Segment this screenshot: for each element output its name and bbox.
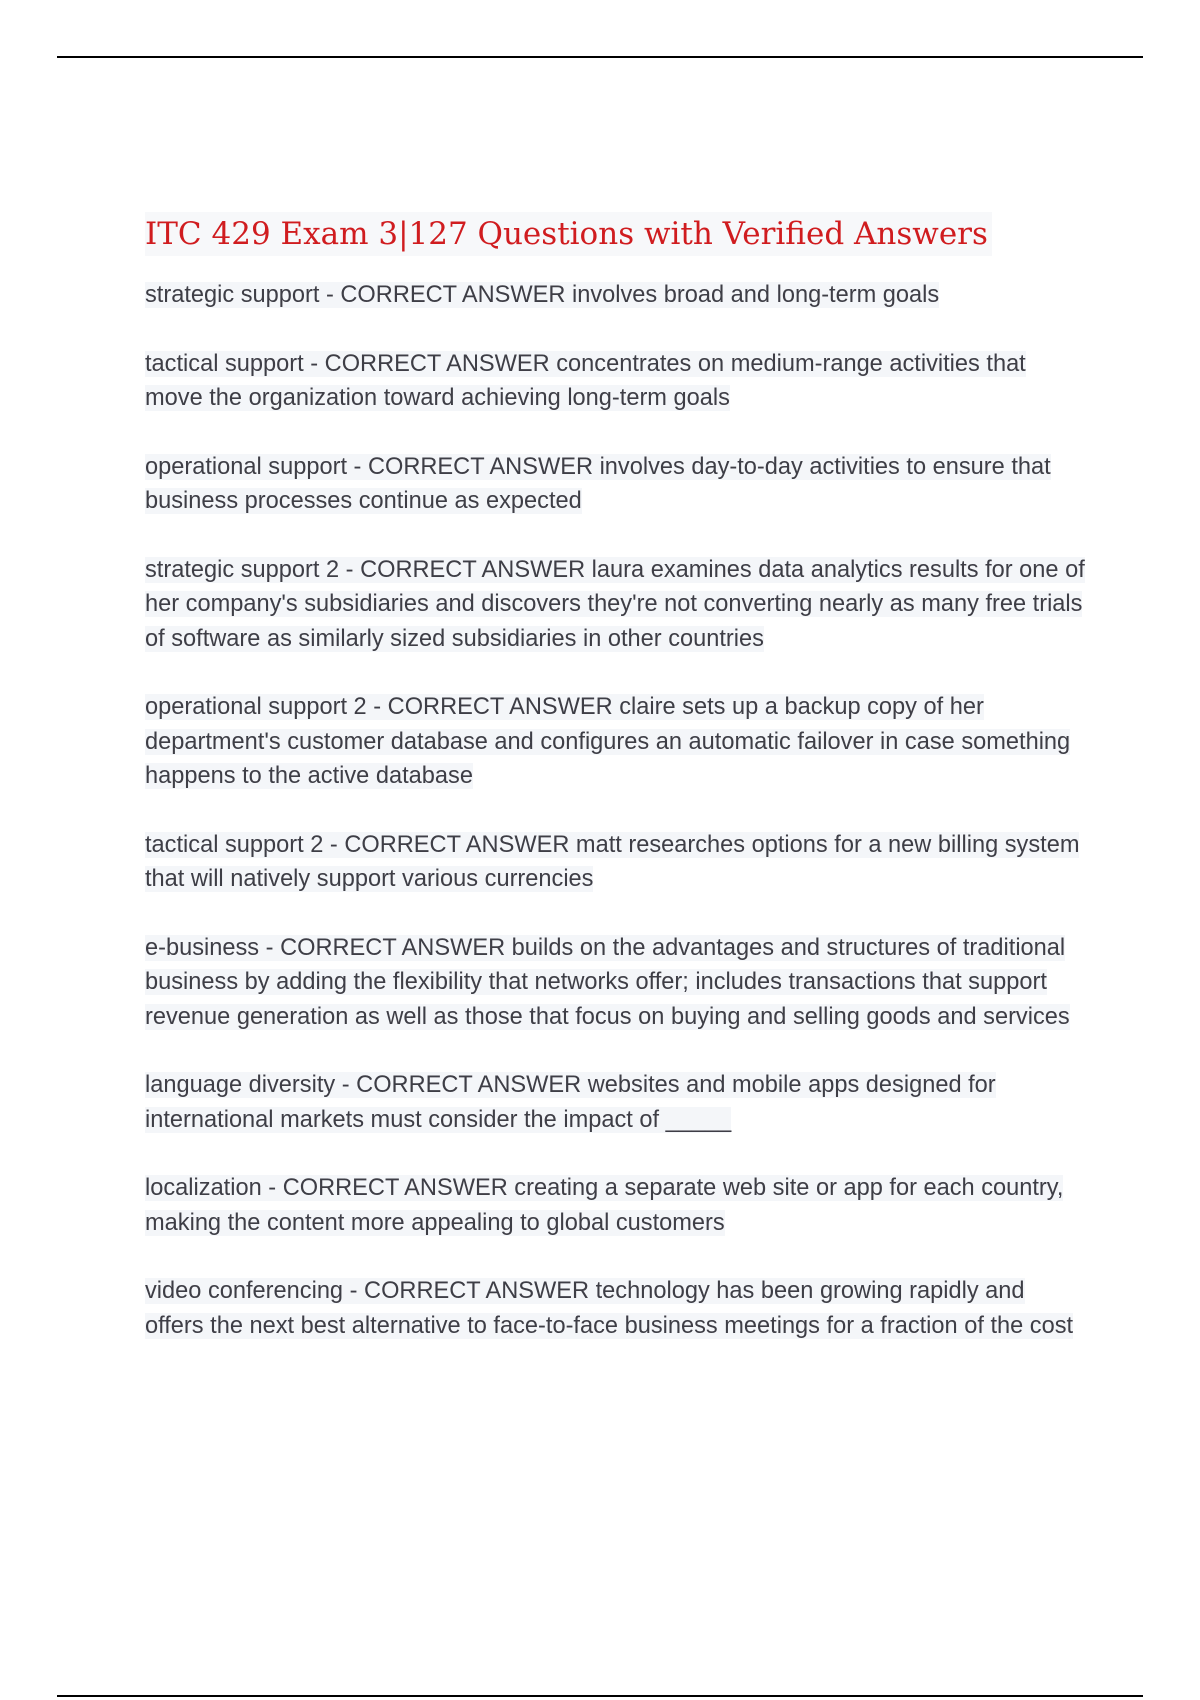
qa-answer: technology has been growing rapidly and offers the next best alternative to face-to-face business meetings for a fraction of the cost <box>145 1278 1074 1339</box>
qa-term: video conferencing <box>145 1278 344 1304</box>
qa-item <box>145 278 1085 313</box>
qa-term: tactical support 2 <box>145 831 324 858</box>
qa-answer: websites and mobile apps designed for international markets must consider the impact of _____ <box>145 1072 996 1133</box>
qa-separator: - CORRECT ANSWER <box>343 1278 596 1304</box>
qa-separator: - CORRECT ANSWER <box>319 282 572 308</box>
qa-item <box>145 1068 1085 1137</box>
qa-term: localization <box>145 1175 262 1201</box>
qa-list <box>145 278 1085 1343</box>
qa-item <box>145 931 1085 1035</box>
qa-text <box>145 282 939 308</box>
qa-separator: - CORRECT ANSWER <box>303 350 557 377</box>
qa-text <box>145 935 1070 1030</box>
qa-item <box>145 347 1085 416</box>
qa-separator: - CORRECT ANSWER <box>335 1072 588 1098</box>
document-body <box>145 212 1085 1377</box>
qa-separator: - CORRECT ANSWER <box>261 1175 515 1201</box>
qa-answer: matt researches options for a new billing system that will natively support various currencies <box>145 831 1080 892</box>
qa-answer: claire sets up a backup copy of her department's customer database and configures an automatic failover in case something happens to the active database <box>145 694 1071 789</box>
qa-term: operational support 2 <box>145 694 367 720</box>
qa-answer: concentrates on medium-range activities that move the organization toward achieving long-term goals <box>145 350 1026 411</box>
qa-item <box>145 450 1085 519</box>
qa-item <box>145 1171 1085 1240</box>
qa-answer: laura examines data analytics results for one of her company's subsidiaries and discovers they're not converting nearly as many free trials of software as similarly sized subsidiaries in other countries <box>145 556 1085 652</box>
qa-separator: - CORRECT ANSWER <box>323 831 576 858</box>
qa-text <box>145 454 1051 515</box>
qa-term: strategic support 2 <box>145 556 340 583</box>
qa-term: language diversity <box>145 1072 336 1098</box>
qa-item <box>145 690 1085 794</box>
qa-text <box>145 557 1085 652</box>
qa-term: e-business <box>145 934 260 961</box>
qa-text <box>145 1072 996 1133</box>
qa-text <box>145 351 1026 412</box>
qa-item <box>145 828 1085 897</box>
qa-term: operational support <box>145 453 347 480</box>
header-rule <box>57 56 1143 58</box>
qa-separator: - CORRECT ANSWER <box>339 556 592 583</box>
qa-item <box>145 1274 1085 1343</box>
qa-text <box>145 832 1079 893</box>
qa-answer: creating a separate web site or app for each country, making the content more appealing to global customers <box>145 1175 1064 1236</box>
qa-text <box>145 694 1070 789</box>
qa-separator: - CORRECT ANSWER <box>259 934 512 961</box>
qa-item <box>145 553 1085 657</box>
qa-separator: - CORRECT ANSWER <box>347 453 600 480</box>
qa-answer: involves day-to-day activities to ensure that business processes continue as expected <box>145 453 1051 514</box>
qa-separator: - CORRECT ANSWER <box>366 694 620 720</box>
qa-term: strategic support <box>145 282 320 308</box>
qa-answer: builds on the advantages and structures of traditional business by adding the flexibility that networks offer; includes transactions that support revenue generation as well as those that focus on buying and selling goods and services <box>145 934 1070 1030</box>
qa-text <box>145 1278 1073 1339</box>
qa-answer: involves broad and long-term goals <box>571 282 940 308</box>
document-title: ITC 429 Exam 3|127 Questions with Verified Answers <box>145 212 992 256</box>
qa-text <box>145 1175 1063 1236</box>
qa-term: tactical support <box>145 350 304 377</box>
footer-rule <box>57 1695 1143 1697</box>
